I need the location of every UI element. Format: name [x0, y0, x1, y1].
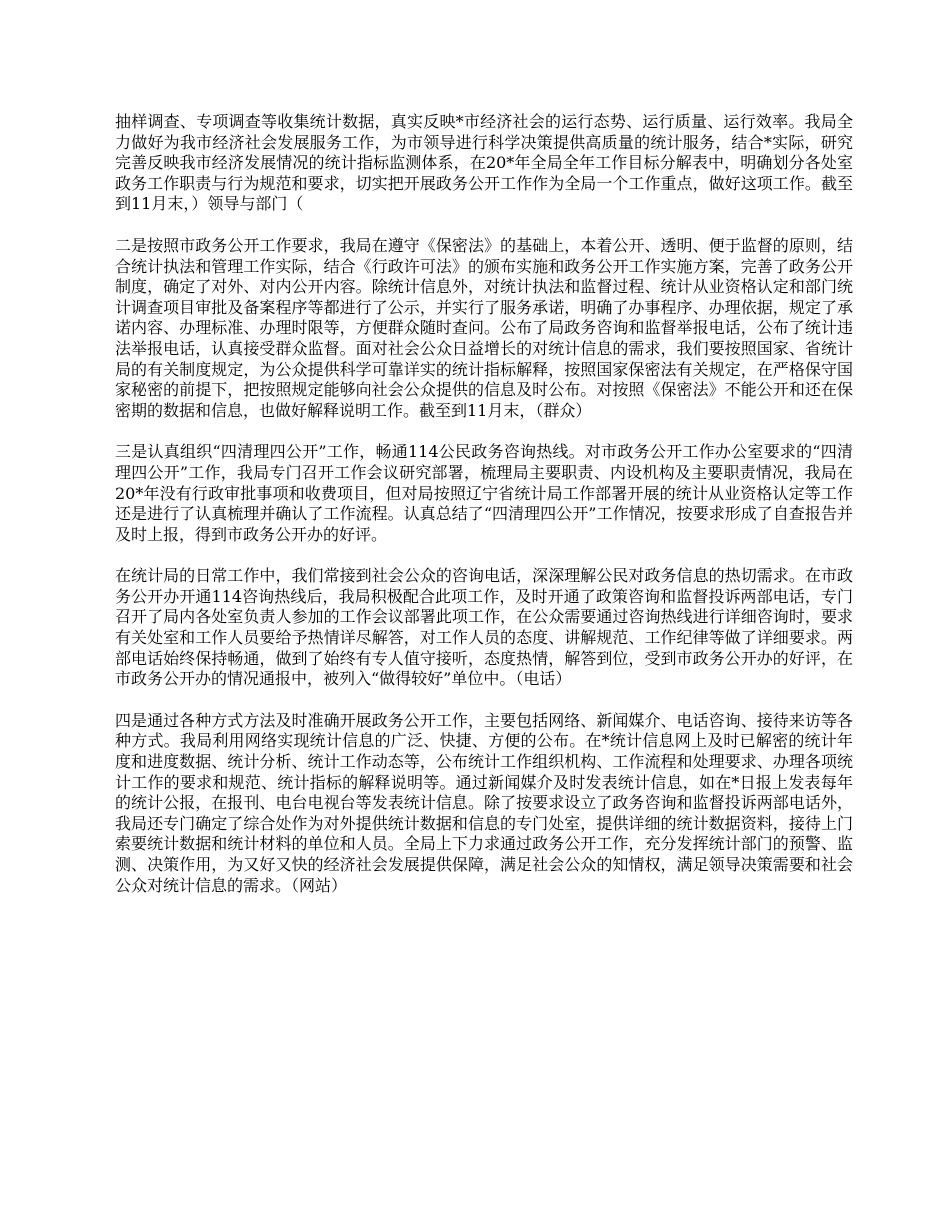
- document-body: [115, 112, 853, 917]
- paragraph-4: 在统计局的日常工作中，我们常接到社会公众的咨询电话，深深理解公民对政务信息的热切需求。在市政务公开办开通114咨询热线后，我局积极配合此项工作，及时开通了政策咨询和监督投诉两部电话，专门召开了局内各处室负责人参加的工作会议部署此项工作，在公众需要通过咨询热线进行详细咨询时，要求有关处室和工作人员要给予热情详尽解答，对工作人员的态度、讲解规范、工作纪律等做了详细要求。两部电话始终保持畅通，做到了始终有专人值守接听，态度热情，解答到位，受到市政务公开办的好评，在市政务公开办的情况通报中，被列入“做得较好”单位中。（电话）: [115, 566, 853, 689]
- paragraph-3: 三是认真组织“四清理四公开”工作，畅通114公民政务咨询热线。对市政务公开工作办公室要求的“四清理四公开”工作，我局专门召开工作会议研究部署，梳理局主要职责、内设机构及主要职责情况，我局在20*年没有行政审批事项和收费项目，但对局按照辽宁省统计局工作部署开展的统计从业资格认定等工作还是进行了认真梳理并确认了工作流程。认真总结了“四清理四公开”工作情况，按要求形成了自查报告并及时上报，得到市政务公开办的好评。: [115, 442, 853, 544]
- paragraph-2: 二是按照市政务公开工作要求，我局在遵守《保密法》的基础上，本着公开、透明、便于监督的原则，结合统计执法和管理工作实际，结合《行政许可法》的颁布实施和政务公开工作实施方案，完善了政务公开制度，确定了对外、对内公开内容。除统计信息外，对统计执法和监督过程、统计从业资格认定和部门统计调查项目审批及备案程序等都进行了公示，并实行了服务承诺，明确了办事程序、办理依据，规定了承诺内容、办理标准、办理时限等，方便群众随时查问。公布了局政务咨询和监督举报电话，公布了统计违法举报电话，认真接受群众监督。面对社会公众日益增长的对统计信息的需求，我们要按照国家、省统计局的有关制度规定，为公众提供科学可靠详实的统计指标解释，按照国家保密法有关规定，在严格保守国家秘密的前提下，把按照规定能够向社会公众提供的信息及时公布。对按照《保密法》不能公开和还在保密期的数据和信息，也做好解释说明工作。截至到11月末，（群众）: [115, 235, 853, 420]
- paragraph-5: 四是通过各种方式方法及时准确开展政务公开工作，主要包括网络、新闻媒介、电话咨询、接待来访等各种方式。我局利用网络实现统计信息的广泛、快捷、方便的公布。在*统计信息网上及时已解密的统计年度和进度数据、统计分析、统计工作动态等，公布统计工作组织机构、工作流程和处理要求、办理各项统计工作的要求和规范、统计指标的解释说明等。通过新闻媒介及时发表统计信息，如在*日报上发表每年的统计公报，在报刊、电台电视台等发表统计信息。除了按要求设立了政务咨询和监督投诉两部电话外，我局还专门确定了综合处作为对外提供统计数据和信息的专门处室，提供详细的统计数据资料，接待上门索要统计数据和统计材料的单位和人员。全局上下力求通过政务公开工作，充分发挥统计部门的预警、监测、决策作用，为又好又快的经济社会发展提供保障，满足社会公众的知情权，满足领导决策需要和社会公众对统计信息的需求。（网站）: [115, 710, 853, 895]
- paragraph-1: 抽样调查、专项调查等收集统计数据，真实反映*市经济社会的运行态势、运行质量、运行效率。我局全力做好为我市经济社会发展服务工作，为市领导进行科学决策提供高质量的统计服务，结合*实际，研究完善反映我市经济发展情况的统计指标监测体系，在20*年全局全年工作目标分解表中，明确划分各处室政务工作职责与行为规范和要求，切实把开展政务公开工作作为全局一个工作重点，做好这项工作。截至到11月末，）领导与部门（: [115, 112, 853, 214]
